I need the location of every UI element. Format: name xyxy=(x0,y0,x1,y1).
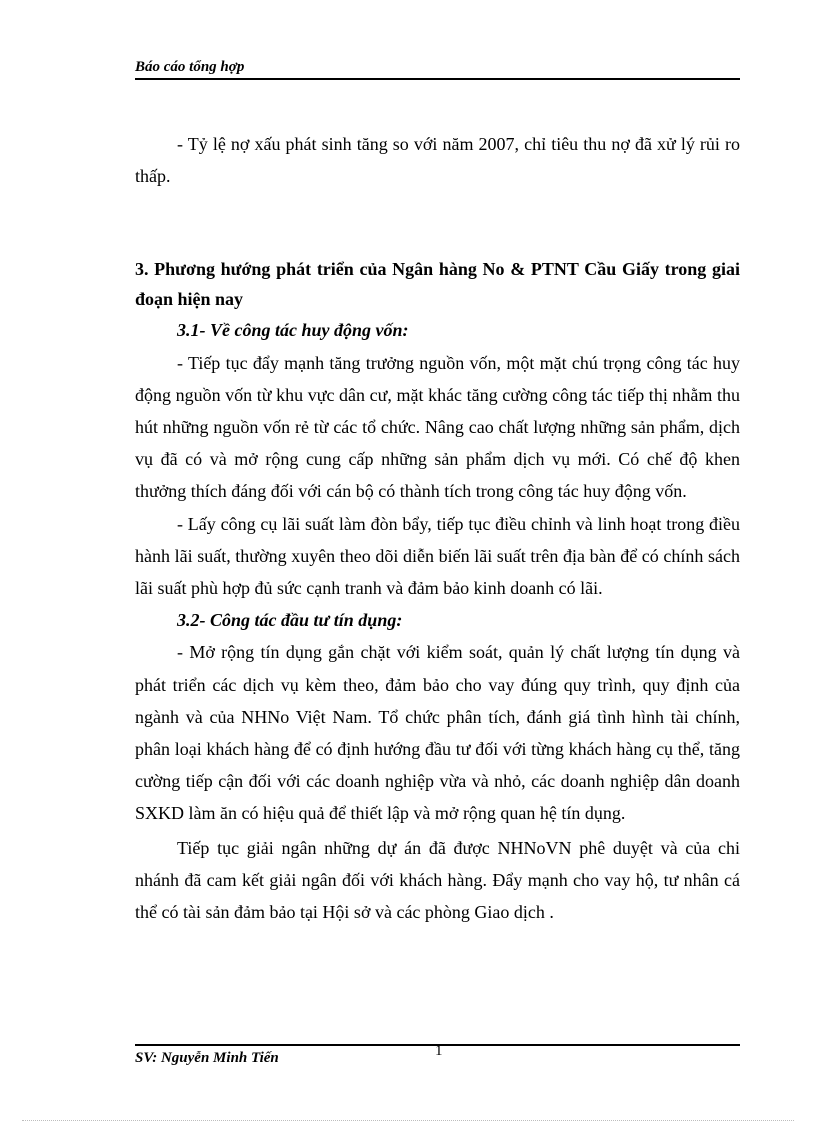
page-number: 1 xyxy=(435,1043,443,1059)
paragraph-3-2-b: Tiếp tục giải ngân những dự án đã được NHNoVN phê duyệt và của chi nhánh đã cam kết giải ngân đối với khách hàng. Đẩy mạnh cho vay hộ, tư nhân cá thể có tài sản đảm bảo tại Hội sở và các phòng Giao dịch . xyxy=(135,837,740,923)
paragraph-3-1-b: - Lấy công cụ lãi suất làm đòn bẩy, tiếp tục điều chỉnh và linh hoạt trong điều hành lãi suất, thường xuyên theo dõi diễn biến lãi suất trên địa bàn để có chính sách lãi suất phù hợp đủ sức cạnh tranh và đảm bảo kinh doanh có lãi. xyxy=(135,513,740,599)
subsection-3-2-title: 3.2- Công tác đầu tư tín dụng: xyxy=(177,610,403,631)
document-body xyxy=(135,128,740,928)
section-3-title: 3. Phương hướng phát triển của Ngân hàng No & PTNT Cầu Giấy trong giai đoạn hiện nay xyxy=(135,259,740,310)
page-footer xyxy=(135,1044,740,1072)
paragraph-bad-debt: - Tỷ lệ nợ xấu phát sinh tăng so với năm 2007, chỉ tiêu thu nợ đã xử lý rủi ro thấp. xyxy=(135,134,740,187)
paragraph-3-1-a: - Tiếp tục đẩy mạnh tăng trưởng nguồn vốn, một mặt chú trọng công tác huy động nguồn vốn từ khu vực dân cư, mặt khác tăng cường công tác tiếp thị nhằm thu hút những nguồn vốn rẻ từ các tổ chức. Nâng cao chất lượng những sản phẩm, dịch vụ đã có và mở rộng cung cấp những sản phẩm dịch vụ mới. Có chế độ khen thưởng thích đáng đối với cán bộ có thành tích trong công tác huy động vốn. xyxy=(135,352,740,502)
paragraph-3-2-a: - Mở rộng tín dụng gắn chặt với kiểm soát, quản lý chất lượng tín dụng và phát triển các dịch vụ kèm theo, đảm bảo cho vay đúng quy trình, quy định của ngành và của NHNo Việt Nam. Tổ chức phân tích, đánh giá tình hình tài chính, phân loại khách hàng để có định hướng đầu tư đối với từng khách hàng cụ thể, tăng cường tiếp cận đối với các doanh nghiệp vừa và nhỏ, các doanh nghiệp dân doanh SXKD làm ăn có hiệu quả để thiết lập và mở rộng quan hệ tín dụng. xyxy=(135,642,740,824)
header-title: Báo cáo tổng hợp xyxy=(135,59,245,75)
subsection-3-1-title: 3.1- Về công tác huy động vốn: xyxy=(177,320,409,341)
footer-author: SV: Nguyễn Minh Tiến xyxy=(135,1050,279,1066)
page-edge-divider xyxy=(22,1120,794,1121)
page-header xyxy=(135,58,740,80)
